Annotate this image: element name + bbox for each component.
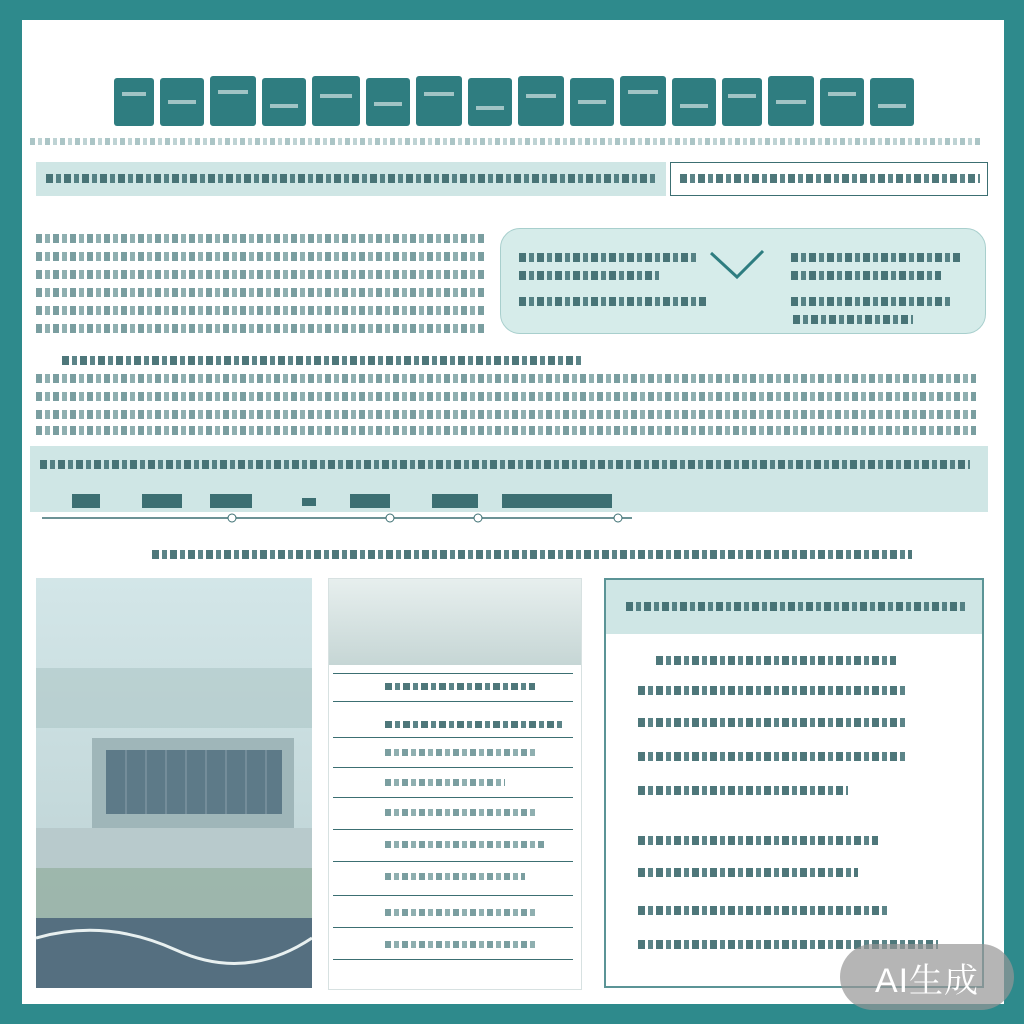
header-box-text: [680, 174, 980, 183]
callout-connector: [707, 247, 767, 287]
poster-sheet: [22, 20, 1004, 1004]
document-panel: [328, 578, 582, 990]
callout-panel: [500, 228, 986, 334]
building-illustration: [36, 578, 312, 988]
timeline: [32, 488, 732, 528]
timeline-band-text: [40, 460, 970, 469]
list-panel-subtitle: [656, 656, 896, 665]
subtitle-strip: [30, 138, 980, 145]
caption-line: [152, 550, 912, 559]
title-glyphs: [22, 70, 1004, 140]
ai-generated-badge: AI生成: [840, 944, 1014, 1010]
header-band-text: [46, 174, 656, 183]
poster-title: [22, 70, 1004, 140]
list-panel: [604, 578, 984, 988]
list-panel-title: [626, 602, 966, 611]
